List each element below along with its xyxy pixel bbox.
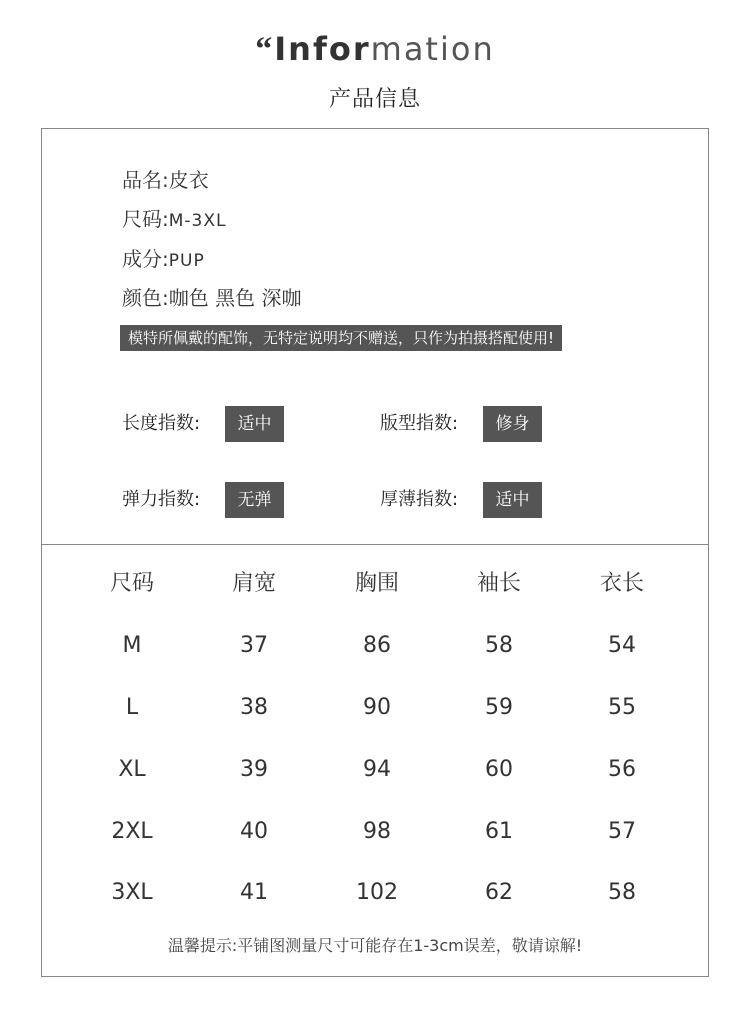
table-cell: 55 [608, 695, 636, 720]
header-sleeve: 袖长 [476, 571, 521, 596]
table-cell: L [125, 695, 139, 720]
thickness-index-label: 厚薄指数: [380, 489, 459, 510]
header-size: 尺码 [109, 571, 154, 596]
table-cell: 60 [485, 757, 513, 782]
title-light-part: mation [370, 30, 495, 68]
product-color-value: 咖色 黑色 深咖 [168, 286, 302, 310]
table-cell: 90 [363, 695, 391, 720]
table-cell: 86 [363, 633, 391, 658]
table-cell: 54 [608, 633, 636, 658]
table-cell: XL [118, 757, 146, 782]
length-index-label: 长度指数: [122, 413, 201, 434]
header-length: 衣长 [599, 571, 644, 596]
table-cell: 98 [363, 819, 391, 844]
table-cell: 59 [485, 695, 513, 720]
table-cell: 39 [240, 757, 268, 782]
table-cell: 3XL [111, 880, 153, 905]
page-subtitle: 产品信息 [328, 87, 421, 112]
accessory-notice-banner: 模特所佩戴的配饰，无特定说明均不赠送，只作为拍摄搭配使用! [120, 325, 562, 351]
product-material-value: PUP [168, 251, 205, 271]
table-cell: 58 [608, 880, 636, 905]
fit-index-value: 修身 [483, 406, 542, 442]
table-cell: 58 [485, 633, 513, 658]
product-name-line [122, 164, 209, 193]
table-cell: M [122, 633, 142, 658]
table-cell: 56 [608, 757, 636, 782]
table-cell: 61 [485, 819, 513, 844]
size-table-header [41, 560, 709, 608]
product-material-line [122, 243, 205, 272]
table-cell: 102 [356, 880, 398, 905]
product-name-value: 皮衣 [168, 168, 209, 192]
table-row [41, 808, 709, 856]
fit-index-label: 版型指数: [380, 413, 459, 434]
table-cell: 57 [608, 819, 636, 844]
product-color-label: 颜色: [122, 286, 169, 310]
elasticity-index-value: 无弹 [225, 482, 284, 518]
product-color-line [122, 282, 301, 311]
table-row [41, 869, 709, 917]
thickness-index-value: 适中 [483, 482, 542, 518]
table-cell: 2XL [111, 819, 153, 844]
table-row [41, 746, 709, 794]
product-name-label: 品名: [122, 168, 169, 192]
table-cell: 62 [485, 880, 513, 905]
title-bold-part: Infor [274, 30, 371, 68]
table-cell: 94 [363, 757, 391, 782]
elasticity-index-label: 弹力指数: [122, 489, 201, 510]
product-size-label: 尺码: [122, 207, 169, 231]
table-row [41, 622, 709, 670]
page-title [0, 30, 750, 69]
product-size-value: M-3XL [168, 211, 227, 231]
section-divider [41, 544, 709, 545]
product-size-line [122, 203, 227, 232]
table-cell: 41 [240, 880, 268, 905]
table-cell: 37 [240, 633, 268, 658]
product-material-label: 成分: [122, 247, 169, 271]
table-cell: 38 [240, 695, 268, 720]
title-quote-mark: “ [255, 31, 275, 68]
length-index-value: 适中 [225, 406, 284, 442]
measurement-tip: 温馨提示:平铺图测量尺寸可能存在1-3cm误差，敬请谅解! [167, 936, 583, 955]
table-cell: 40 [240, 819, 268, 844]
header-shoulder: 肩宽 [231, 571, 276, 596]
table-row [41, 684, 709, 732]
header-chest: 胸围 [354, 571, 399, 596]
